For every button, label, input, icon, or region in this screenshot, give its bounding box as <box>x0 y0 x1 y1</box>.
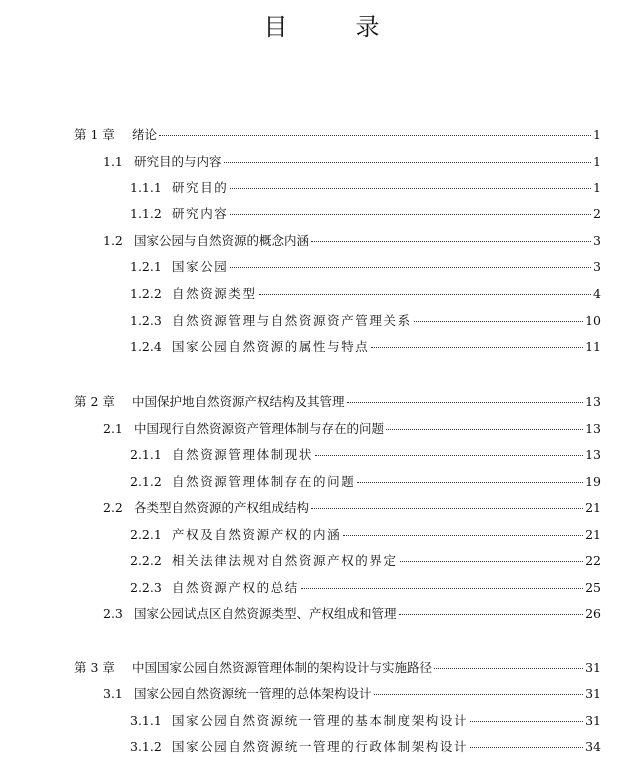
subsection-title: 国家公园 <box>172 259 229 274</box>
toc-chapter-2[interactable] <box>74 393 601 411</box>
dot-leader <box>259 294 591 295</box>
subsection-title: 自然资源管理体制现状 <box>172 447 314 462</box>
dot-leader <box>347 402 584 403</box>
toc-chapter-3[interactable] <box>74 659 601 677</box>
subsection-title: 相关法律法规对自然资源产权的界定 <box>172 553 398 568</box>
page-number: 31 <box>585 686 601 701</box>
page-number: 10 <box>585 313 601 328</box>
toc-subsection-3-1-1[interactable] <box>130 712 601 730</box>
subsection-number: 3.1.2 <box>130 739 162 754</box>
subsection-number: 2.1.1 <box>130 447 162 462</box>
page-number: 11 <box>585 339 601 354</box>
subsection-number: 1.2.3 <box>130 313 162 328</box>
page-number: 1 <box>593 154 601 169</box>
section-number: 2.2 <box>103 500 123 515</box>
page-number: 21 <box>585 500 601 515</box>
section-number: 1.2 <box>103 233 123 248</box>
section-title: 国家公园自然资源统一管理的总体架构设计 <box>134 686 372 701</box>
dot-leader <box>230 214 591 215</box>
subsection-title: 国家公园自然资源统一管理的行政体制架构设计 <box>172 739 469 754</box>
chapter-title: 中国国家公园自然资源管理体制的架构设计与实施路径 <box>132 660 433 675</box>
dot-leader <box>311 508 583 509</box>
subsection-title: 研究内容 <box>172 206 229 221</box>
chapter-number: 第 2 章 <box>74 394 115 409</box>
dot-leader <box>374 694 584 695</box>
dot-leader <box>371 347 583 348</box>
toc-subsection-3-1-2[interactable] <box>130 738 601 756</box>
subsection-number: 2.1.2 <box>130 474 162 489</box>
page-number: 1 <box>593 127 601 142</box>
toc-subsection-2-1-2[interactable] <box>130 473 601 491</box>
toc-subsection-1-2-3[interactable] <box>130 312 601 330</box>
toc-subsection-1-1-2[interactable] <box>130 205 601 223</box>
subsection-number: 2.2.3 <box>130 580 162 595</box>
page-number: 13 <box>585 447 601 462</box>
subsection-title: 自然资源产权的总结 <box>172 580 299 595</box>
section-title: 中国现行自然资源资产管理体制与存在的问题 <box>134 421 385 436</box>
toc-section-1-1[interactable] <box>103 153 601 171</box>
subsection-title: 自然资源类型 <box>172 286 257 301</box>
toc-subsection-2-1-1[interactable] <box>130 446 601 464</box>
page-number: 34 <box>585 739 601 754</box>
dot-leader <box>315 455 583 456</box>
subsection-title: 产权及自然资源产权的内涵 <box>172 527 342 542</box>
page-number: 3 <box>593 233 601 248</box>
toc-section-2-1[interactable] <box>103 420 601 438</box>
dot-leader <box>311 241 591 242</box>
page-number: 25 <box>585 580 601 595</box>
page-number: 3 <box>593 259 601 274</box>
section-number: 3.1 <box>103 686 123 701</box>
page-number: 4 <box>593 286 601 301</box>
toc-subsection-2-2-1[interactable] <box>130 526 601 544</box>
page-number: 1 <box>593 180 601 195</box>
toc-chapter-1[interactable] <box>74 126 601 144</box>
toc-section-2-2[interactable] <box>103 499 601 517</box>
section-number: 1.1 <box>103 154 123 169</box>
subsection-title: 研究目的 <box>172 180 229 195</box>
dot-leader <box>434 668 583 669</box>
section-title: 研究目的与内容 <box>134 154 222 169</box>
chapter-number: 第 1 章 <box>74 127 115 142</box>
subsection-title: 自然资源管理体制存在的问题 <box>172 474 356 489</box>
page-number: 31 <box>585 713 601 728</box>
dot-leader <box>230 188 591 189</box>
toc-subsection-1-2-1[interactable] <box>130 258 601 276</box>
toc-section-3-1[interactable] <box>103 685 601 703</box>
page-number: 13 <box>585 421 601 436</box>
dot-leader <box>343 535 583 536</box>
page-title: 目 录 <box>263 13 402 41</box>
dot-leader <box>230 267 591 268</box>
chapter-title: 绪论 <box>132 127 158 142</box>
subsection-title: 自然资源管理与自然资源资产管理关系 <box>172 313 412 328</box>
subsection-number: 3.1.1 <box>130 713 162 728</box>
section-title: 国家公园试点区自然资源类型、产权组成和管理 <box>134 606 397 621</box>
section-number: 2.1 <box>103 421 123 436</box>
subsection-number: 1.2.2 <box>130 286 162 301</box>
dot-leader <box>414 321 583 322</box>
subsection-title: 国家公园自然资源的属性与特点 <box>172 339 370 354</box>
subsection-number: 1.1.2 <box>130 206 162 221</box>
toc-section-1-2[interactable] <box>103 232 601 250</box>
subsection-number: 1.2.4 <box>130 339 162 354</box>
dot-leader <box>301 588 583 589</box>
page-number: 26 <box>585 606 601 621</box>
dot-leader <box>399 614 584 615</box>
subsection-number: 1.1.1 <box>130 180 162 195</box>
page-number: 22 <box>585 553 601 568</box>
subsection-number: 2.2.2 <box>130 553 162 568</box>
toc-section-2-3[interactable] <box>103 605 601 623</box>
dot-leader <box>400 561 583 562</box>
toc-subsection-2-2-2[interactable] <box>130 552 601 570</box>
dot-leader <box>386 429 583 430</box>
subsection-title: 国家公园自然资源统一管理的基本制度架构设计 <box>172 713 469 728</box>
dot-leader <box>224 162 592 163</box>
page-number: 21 <box>585 527 601 542</box>
page-number: 19 <box>585 474 601 489</box>
section-title: 各类型自然资源的产权组成结构 <box>134 500 310 515</box>
page-number: 31 <box>585 660 601 675</box>
toc-subsection-1-2-2[interactable] <box>130 285 601 303</box>
page-number: 13 <box>585 394 601 409</box>
toc-subsection-2-2-3[interactable] <box>130 579 601 597</box>
section-number: 2.3 <box>103 606 123 621</box>
chapter-number: 第 3 章 <box>74 660 115 675</box>
toc-subsection-1-2-4[interactable] <box>130 338 601 356</box>
dot-leader <box>470 721 583 722</box>
page-number: 2 <box>593 206 601 221</box>
chapter-title: 中国保护地自然资源产权结构及其管理 <box>132 394 345 409</box>
toc-subsection-1-1-1[interactable] <box>130 179 601 197</box>
dot-leader <box>470 747 583 748</box>
dot-leader <box>357 482 583 483</box>
subsection-number: 1.2.1 <box>130 259 162 274</box>
dot-leader <box>159 135 591 136</box>
subsection-number: 2.2.1 <box>130 527 162 542</box>
section-title: 国家公园与自然资源的概念内涵 <box>134 233 310 248</box>
